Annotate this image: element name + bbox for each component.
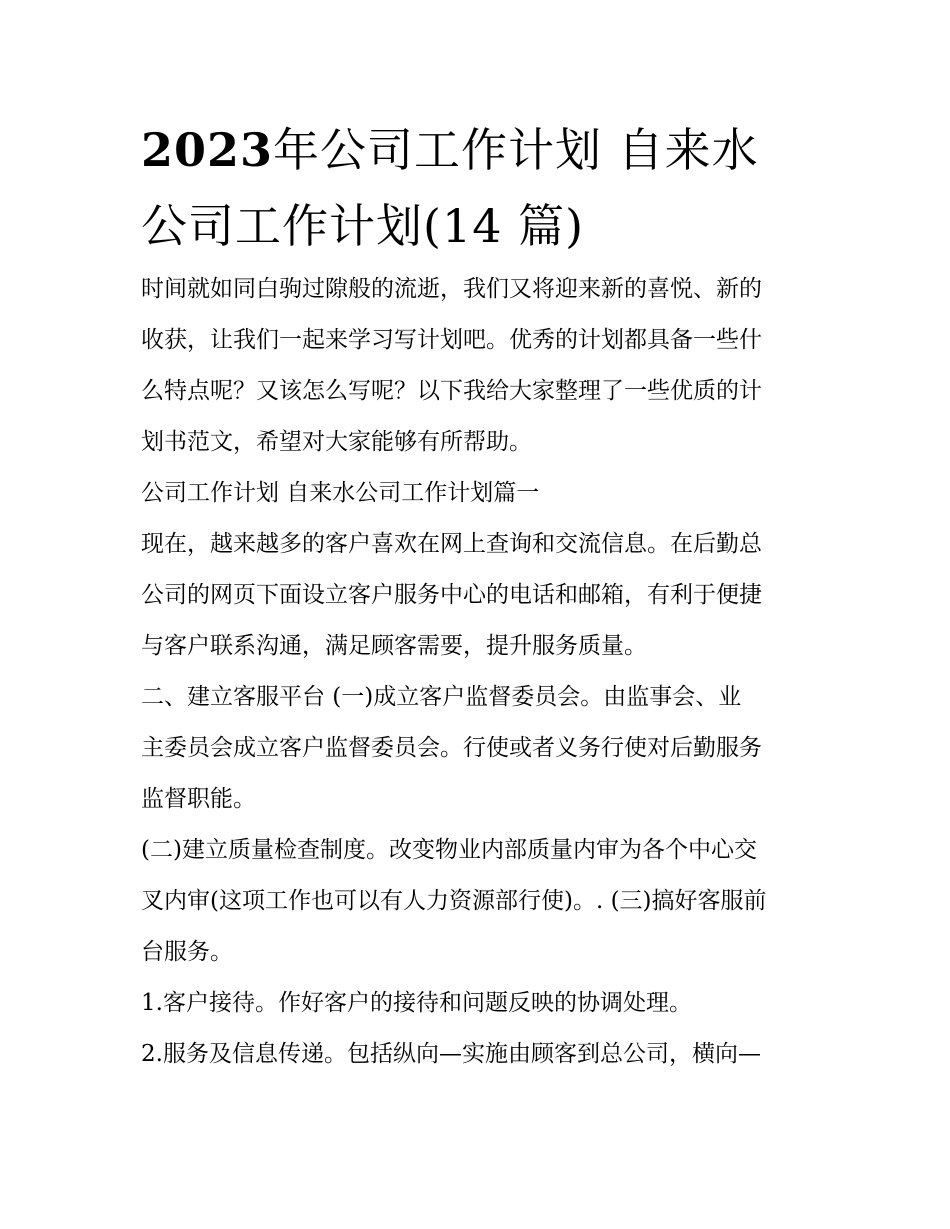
text-line: 公司工作计划 自来水公司工作计划篇一: [141, 480, 540, 506]
section-heading: [141, 468, 816, 519]
text-line: 监督职能。: [141, 786, 256, 812]
document-page: [141, 112, 816, 1080]
title-text: 公司工作计划(14 篇): [141, 199, 585, 253]
text-line: 叉内审(这项工作也可以有人力资源部行使)。. (三)搞好客服前: [141, 888, 767, 914]
text-line: 现在，越来越多的客户喜欢在网上查询和交流信息。在后勤总: [141, 531, 762, 557]
title-line: [141, 188, 816, 264]
list-item: [141, 978, 816, 1029]
title-text: 年公司工作计划 自来水: [273, 123, 759, 177]
text-line: 么特点呢？又该怎么写呢？以下我给大家整理了一些优质的计: [141, 378, 762, 404]
body-paragraph: [141, 672, 816, 825]
document-body: [141, 264, 816, 1080]
text-line: 二、建立客服平台 (一)成立客户监督委员会。由监事会、业: [141, 684, 742, 710]
text-line: (二)建立质量检查制度。改变物业内部质量内审为各个中心交: [141, 837, 757, 863]
text-line: 主委员会成立客户监督委员会。行使或者义务行使对后勤服务: [141, 735, 762, 761]
text-line: 收获，让我们一起来学习写计划吧。优秀的计划都具备一些什: [141, 327, 762, 353]
text-line: 与客户联系沟通，满足顾客需要，提升服务质量。: [141, 633, 647, 659]
body-paragraph: [141, 519, 816, 672]
list-item: [141, 1029, 816, 1080]
document-title: [141, 112, 816, 264]
text-line: 公司的网页下面设立客户服务中心的电话和邮箱，有利于便捷: [141, 582, 762, 608]
text-line: 台服务。: [141, 939, 233, 965]
title-year: 2023: [141, 123, 274, 177]
text-line: 2.服务及信息传递。包括纵向—实施由顾客到总公司，横向—: [141, 1041, 761, 1067]
text-line: 时间就如同白驹过隙般的流逝，我们又将迎来新的喜悦、新的: [141, 276, 762, 302]
text-line: 划书范文，希望对大家能够有所帮助。: [141, 429, 532, 455]
body-paragraph: [141, 825, 816, 978]
title-line: [141, 112, 816, 188]
intro-paragraph: [141, 264, 816, 468]
text-line: 1.客户接待。作好客户的接待和问题反映的协调处理。: [141, 990, 692, 1016]
